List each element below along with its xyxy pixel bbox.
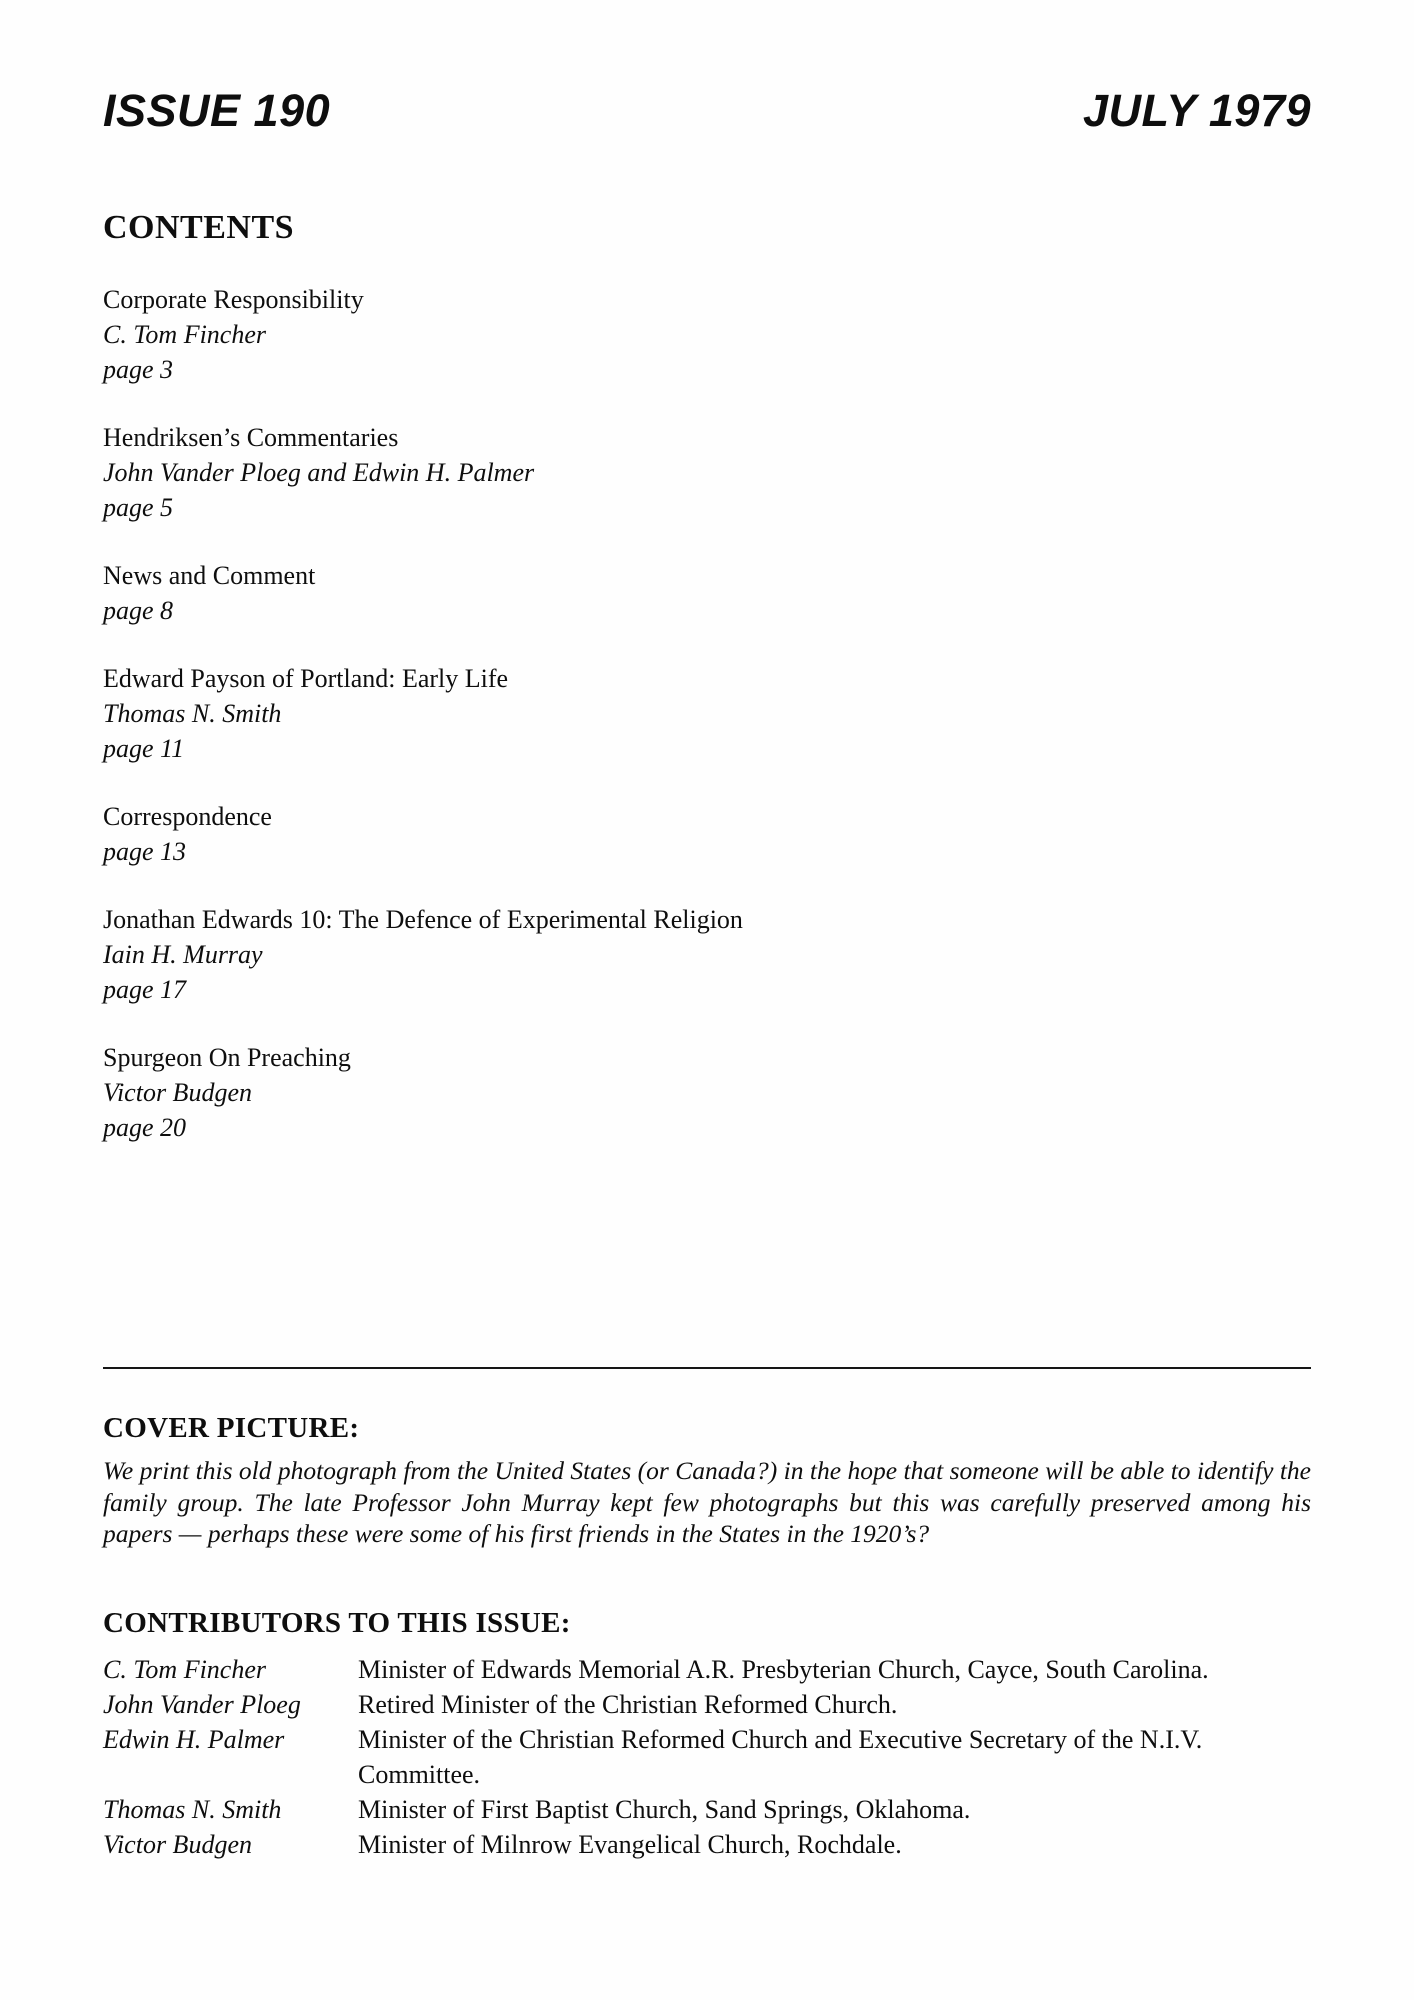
contributor-row: [103, 1722, 1311, 1792]
contributor-row: [103, 1652, 1311, 1687]
article-page: page 20: [103, 1113, 187, 1143]
contributor-description: Minister of Edwards Memorial A.R. Presbyterian Church, Cayce, South Carolina.: [358, 1654, 1209, 1684]
contributor-name: Thomas N. Smith: [103, 1794, 282, 1824]
contents-list: [103, 282, 1311, 1145]
contributor-description: Minister of the Christian Reformed Church and Executive Secretary of the N.I.V. Committee.: [358, 1724, 1203, 1789]
contributor-name: C. Tom Fincher: [103, 1654, 266, 1684]
article-title: Hendriksen’s Commentaries: [103, 423, 399, 453]
issue-number: ISSUE 190: [103, 85, 331, 136]
contents-entry: [103, 420, 1311, 525]
contributors-table: [103, 1652, 1311, 1862]
article-page: page 8: [103, 596, 174, 626]
contributor-description: Retired Minister of the Christian Reformed Church.: [358, 1689, 898, 1719]
article-title: Spurgeon On Preaching: [103, 1043, 351, 1073]
masthead: [103, 0, 1311, 136]
article-page: page 17: [103, 975, 187, 1005]
contents-entry: [103, 558, 1311, 628]
article-page: page 5: [103, 493, 174, 523]
article-author: John Vander Ploeg and Edwin H. Palmer: [103, 458, 535, 488]
contributors-heading: CONTRIBUTORS TO THIS ISSUE:: [103, 1606, 571, 1639]
contributor-description: Minister of Milnrow Evangelical Church, Rochdale.: [358, 1829, 902, 1859]
contents-entry: [103, 282, 1311, 387]
contributor-description: Minister of First Baptist Church, Sand Springs, Oklahoma.: [358, 1794, 971, 1824]
article-title: Jonathan Edwards 10: The Defence of Experimental Religion: [103, 905, 743, 935]
issue-date: JULY 1979: [1083, 85, 1311, 136]
contributor-row: [103, 1827, 1311, 1862]
contents-entry: [103, 1040, 1311, 1145]
article-author: Thomas N. Smith: [103, 699, 282, 729]
contributor-name: Edwin H. Palmer: [103, 1724, 285, 1754]
article-title: Correspondence: [103, 802, 272, 832]
contributor-row: [103, 1687, 1311, 1722]
contributor-name: John Vander Ploeg: [103, 1689, 301, 1719]
article-author: C. Tom Fincher: [103, 320, 266, 350]
contents-entry: [103, 661, 1311, 766]
article-page: page 3: [103, 355, 174, 385]
contributor-name: Victor Budgen: [103, 1829, 252, 1859]
article-page: page 13: [103, 837, 187, 867]
cover-picture-caption: We print this old photograph from the United States (or Canada?) in the hope that someone will be able to identify the family group. The late Professor John Murray kept few photographs but this was carefully preserved among his papers — perhaps these were some of his first friends in the States in the 1920’s?: [103, 1456, 1311, 1549]
article-page: page 11: [103, 734, 185, 764]
contents-entry: [103, 799, 1311, 869]
cover-picture-heading: COVER PICTURE:: [103, 1412, 360, 1445]
article-title: Corporate Responsibility: [103, 285, 364, 315]
article-author: Victor Budgen: [103, 1078, 252, 1108]
article-title: News and Comment: [103, 561, 316, 591]
contents-entry: [103, 902, 1311, 1007]
contents-heading: CONTENTS: [103, 209, 295, 246]
horizontal-divider: [103, 1367, 1311, 1369]
article-author: Iain H. Murray: [103, 940, 263, 970]
article-title: Edward Payson of Portland: Early Life: [103, 664, 509, 694]
contributor-row: [103, 1792, 1311, 1827]
